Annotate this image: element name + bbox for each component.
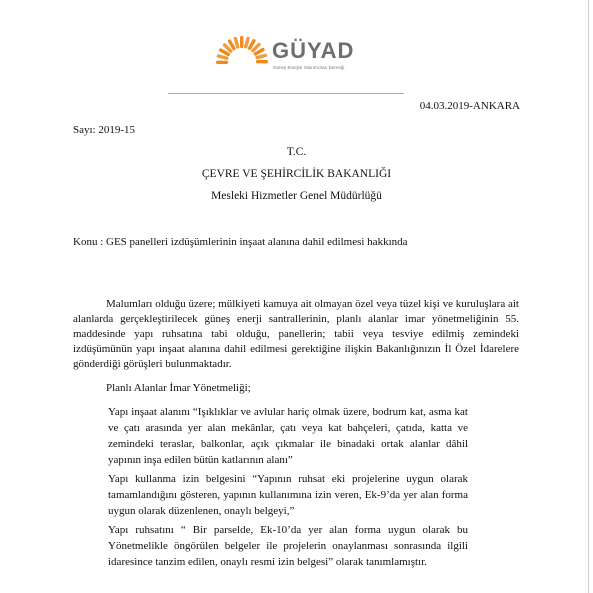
logo-wordmark: GÜYAD xyxy=(272,38,355,63)
recipient-ministry: ÇEVRE VE ŞEHİRCİLİK BAKANLIĞI xyxy=(201,168,392,180)
guyad-logo xyxy=(210,28,390,88)
definition-yapi-ruhsati: Yapı ruhsatını “ Bir parselde, Ek-10’da yer alan forma uygun olarak bu Yönetmelikle öngörülen belgeler ile projelerin onaylanması sonrasında ilgili idaresince tanzim edilen, onaylı resmi izin belgesi” olarak tanımlamıştır. xyxy=(108,524,468,568)
intro-paragraph: Malumları olduğu üzere; mülkiyeti kamuya ait olmayan özel veya tüzel kişi ve kuruluşlara ait alanlarda gerçekleştirilecek güneş enerji santrallerinin, planlı alanlar imar yönetmeliğinin 55. maddesinde yapı ruhsatına tabi olduğu, panellerin; tabii veya tesviye edilmiş zemindeki izdüşümünün yapı inşaat alanına dahil edilmesi gerektiğine ilişkin Bakanlığınızın İl Özel İdarelere gönderdiği görüşleri bulunmaktadır. xyxy=(73,298,519,370)
sun-icon xyxy=(216,32,268,84)
definition-kullanma-izin: Yapı kullanma izin belgesini “Yapının ruhsat eki projelerine uygun olarak tamamlandığını gösteren, yapının kullanımına izin veren, Ek-9’da yer alan forma uygun olarak düzenlenen, onaylı belgeyi,” xyxy=(108,473,468,517)
planli-heading: Planlı Alanlar İmar Yönetmeliği; xyxy=(106,382,251,394)
recipient-department: Mesleki Hizmetler Genel Müdürlüğü xyxy=(211,190,382,202)
definition-insaat-alani: Yapı inşaat alanını “Işıklıklar ve avlular hariç olmak üzere, bodrum kat, asma kat ve çatı arasında yer alan mekânlar, çatı veya kat bahçeleri, çatıda, katta ve zemindeki teraslar, balkonlar, açık çıkmalar ile binadaki ortak alanlar dâhil yapının inşa edilen bütün katlarının alanı” xyxy=(108,406,468,466)
recipient-tc: T.C. xyxy=(286,146,307,158)
subject-line: Konu : GES panelleri izdüşümlerinin inşaat alanına dahil edilmesi hakkında xyxy=(73,236,408,248)
document-date: 04.03.2019-ANKARA xyxy=(419,100,520,112)
logo-subtitle: Güneş Enerjisi Yatırımcıları Derneği xyxy=(273,65,345,70)
header-divider xyxy=(168,93,404,94)
page-edge xyxy=(588,0,589,593)
document-number: Sayı: 2019-15 xyxy=(73,124,136,136)
